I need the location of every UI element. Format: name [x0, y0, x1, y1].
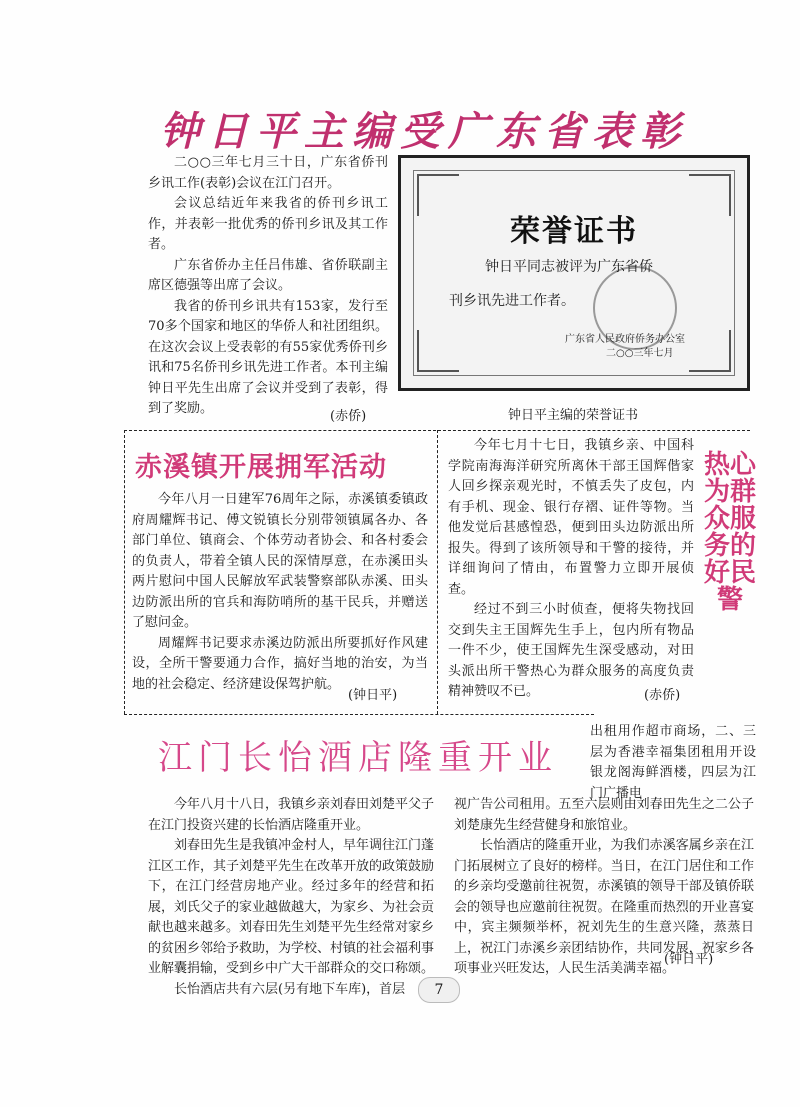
article4-paragraph: 出租用作超市商场，二、三层为香港幸福集团租用开设银龙阁海鲜酒楼，四层为江门广播电 [590, 724, 756, 801]
article1-paragraph: 我省的侨刊乡讯共有153家，发行至70多个国家和地区的华侨人和社团组织。在这次会议上受表彰的有55家优秀侨刊乡讯和75名侨刊乡讯先进工作者。本刊主编钟日平先生出席了会议并受到了表彰，得到了奖励。 [148, 298, 388, 416]
article4-paragraph: 今年八月十八日，我镇乡亲刘春田刘楚平父子在江门投资兴建的长怡酒店隆重开业。 [148, 797, 435, 833]
article4-paragraph: 长怡酒店的隆重开业，为我们赤溪客属乡亲在江门拓展树立了良好的榜样。当日，在江门居住和工作的乡亲均受邀前往祝贺，赤溪镇的领导干部及镇侨联会的领导也应邀前往祝贺。在隆重而热烈的开业喜宴中，宾主频频举杯，祝刘先生的生意兴隆，蒸蒸日上，祝江门赤溪乡亲团结协作，共同发展，祝家乡各项事业兴旺发达，人民生活美满幸福。 [454, 838, 754, 976]
article3-paragraph: 今年七月十七日，我镇乡亲、中国科学院南海海洋研究所离休干部王国辉偕家人回乡探亲观光时，不慎丢失了皮包，内有手机、现金、银行存褶、证件等物。当他发觉后甚感惶恐，便到田头边防派出所报失。得到了该所领导和干警的接待，并详细询问了情由，布置警力立即开展侦查。 [448, 438, 694, 597]
article4-paragraph: 刘春田先生是我镇冲金村人，早年调往江门蓬江区工作，其子刘楚平先生在改革开放的政策鼓励下，在江门经营房地产业。经过多年的经营和拓展，刘氏父子的家业越做越大，为家乡、为社会贡献也越来越多。刘春田先生刘楚平先生经常对家乡的贫困乡邻给予救助，为学校、村镇的社会福利事业解囊捐输，受到乡中广大干部群众的交口称颂。 [148, 838, 435, 976]
article1-paragraph: 广东省侨办主任吕伟雄、省侨联副主席区德强等出席了会议。 [148, 257, 388, 293]
page-number: 7 [418, 977, 460, 1003]
article3-body [448, 436, 694, 703]
divider-line [124, 430, 125, 714]
article1-title: 钟日平主编受广东省表彰 [160, 108, 688, 155]
certificate-line2: 刊乡讯先进工作者。 [449, 293, 575, 309]
article3-title: 热心为群众服务的好民警 [704, 450, 757, 615]
article4-paragraph: 长怡酒店共有六层(另有地下车库)，首层 [174, 981, 406, 997]
article3-paragraph: 经过不到三小时侦查，便将失物找回交到失主王国辉先生手上，包内所有物品一件不少，使王国辉先生深受感动，对田头派出所干警热心为群众服务的高度负责精神赞叹不已。 [448, 602, 694, 699]
certificate-date: 二○○三年七月 [606, 348, 674, 359]
article2-title: 赤溪镇开展拥军活动 [135, 452, 387, 483]
certificate-issuer: 广东省人民政府侨务办公室 [565, 334, 685, 345]
certificate-image [398, 155, 750, 391]
divider-line [437, 430, 438, 714]
certificate-title: 荣誉证书 [510, 214, 638, 249]
article2-paragraph: 今年八月一日建军76周年之际，赤溪镇委镇政府周耀辉书记、傅文锐镇长分别带领镇属各办、各部门单位、镇商会、个体劳动者协会、和各村委会的负责人，带着全镇人民的深情厚意，在赤溪田头两片慰问中国人民解放军武装警察部队赤溪、田头边防派出所的官兵和海防哨所的基干民兵，并赠送了慰问金。 [132, 492, 428, 630]
certificate-corner-ornament [417, 330, 459, 372]
certificate-corner-ornament [689, 330, 731, 372]
article4-signature: (钟日平) [664, 952, 714, 967]
article4-left-column [148, 795, 434, 1000]
article1-paragraph: 会议总结近年来我省的侨刊乡讯工作，并表彰一批优秀的侨刊乡讯及其工作者。 [148, 196, 388, 252]
article4-paragraph: 视广告公司租用。五至六层则由刘春田先生之二公子刘楚康先生经营健身和旅馆业。 [454, 797, 754, 833]
article4-title: 江门长怡酒店隆重开业 [158, 738, 558, 778]
article1-paragraph: 二○○三年七月三十日，广东省侨刊乡讯工作(表彰)会议在江门召开。 [148, 155, 388, 191]
article2-body [132, 490, 428, 695]
article3-signature: (赤侨) [644, 688, 681, 703]
certificate-line1: 钟日平同志被评为广东省侨 [485, 259, 653, 275]
article2-paragraph: 周耀辉书记要求赤溪边防派出所要抓好作风建设，全所干警要通力合作，搞好当地的治安，为当地的社会稳定、经济建设保驾护航。 [132, 635, 428, 692]
article2-signature: (钟日平) [348, 688, 398, 703]
article1-signature: (赤侨) [330, 409, 367, 424]
certificate-caption: 钟日平主编的荣誉证书 [508, 408, 639, 423]
article1-body [148, 153, 388, 420]
article4-top-right [590, 722, 756, 804]
divider-line [124, 714, 594, 715]
